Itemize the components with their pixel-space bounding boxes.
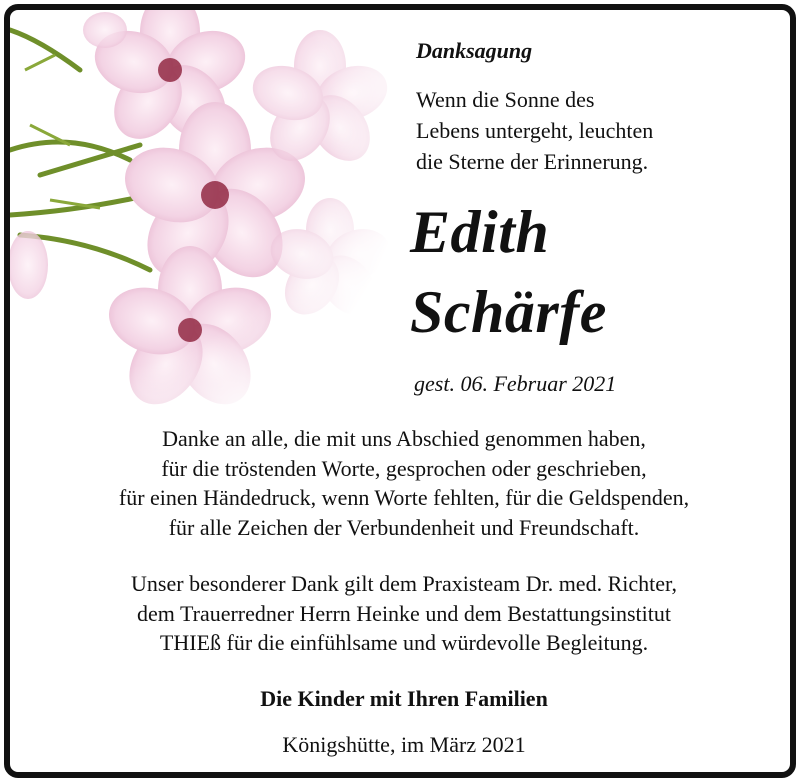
thanks-line: dem Trauerredner Herrn Heinke und dem Bestattungsinstitut: [136, 600, 671, 626]
cherry-blossom-image: [10, 10, 410, 410]
thanks-line: für alle Zeichen der Verbundenheit und Freundschaft.: [168, 514, 640, 540]
thanks-line: THIEß für die einfühlsame und würdevolle Begleitung.: [159, 630, 649, 655]
quote-line: Wenn die Sonne des: [416, 87, 595, 112]
thanks-line: für die tröstenden Worte, gesprochen oder geschrieben,: [161, 455, 647, 481]
thanks-line: Danke an alle, die mit uns Abschied genommen haben,: [162, 426, 646, 451]
special-thanks-paragraph: [10, 569, 796, 658]
signature: Die Kinder mit Ihren Familien: [260, 686, 548, 711]
deceased-last-name: Schärfe: [410, 279, 607, 345]
quote-line: die Sterne der Erinnerung.: [416, 149, 649, 174]
thanks-paragraph: [10, 424, 796, 542]
place-and-date: Königshütte, im März 2021: [282, 732, 526, 757]
date-of-death: gest. 06. Februar 2021: [414, 371, 617, 396]
quote-line: Lebens untergeht, leuchten: [416, 118, 654, 143]
memorial-quote: [416, 84, 756, 177]
obituary-frame: [4, 4, 796, 778]
notice-heading: Danksagung: [416, 38, 533, 63]
thanks-line: Unser besonderer Dank gilt dem Praxisteam Dr. med. Richter,: [131, 571, 677, 596]
deceased-first-name: Edith: [410, 199, 550, 265]
thanks-line: für einen Händedruck, wenn Worte fehlten, für die Geldspenden,: [118, 485, 690, 510]
